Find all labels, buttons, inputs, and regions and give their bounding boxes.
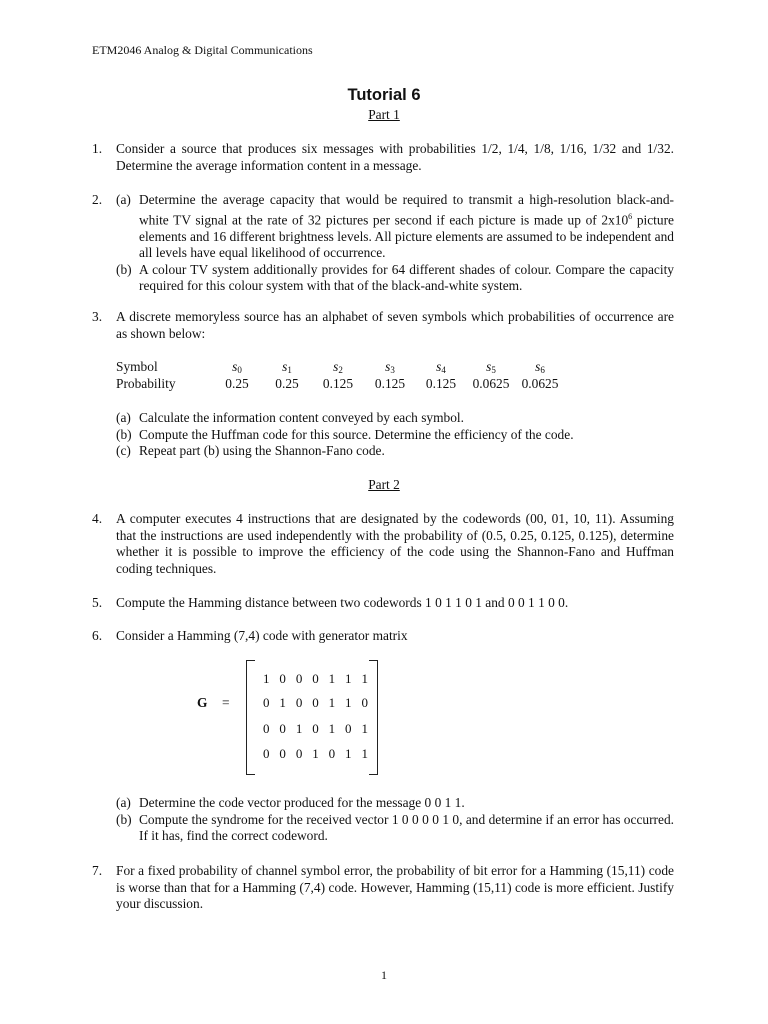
- matrix-row: 0 1 0 0 1 1 0: [263, 695, 368, 710]
- question-6: [92, 628, 674, 645]
- question-part-a: (a) Determine the code vector produced for the message 0 0 1 1.: [116, 795, 465, 810]
- part-text-end: picture elements and 16 different brightness levels. All picture elements are assumed to be independent and all levels have equal likelihood of occurrence.: [139, 212, 674, 261]
- probability-cell: 0.125: [374, 376, 406, 391]
- probability-cell: 0.0625: [521, 376, 559, 391]
- exponent: 6: [628, 211, 633, 221]
- page-header: ETM2046 Analog & Digital Communications: [92, 43, 313, 57]
- symbol-cell: $s_4$: [436, 359, 446, 375]
- question-text: A discrete memoryless source has an alphabet of seven symbols which probabilities of occurrence are as shown below:: [116, 309, 674, 341]
- symbol-cell: $s_1$: [282, 359, 292, 375]
- question-number: 3.: [92, 309, 103, 324]
- question-part-b: (b) Compute the Huffman code for this source. Determine the efficiency of the code.: [116, 426, 574, 442]
- matrix-row: 0 0 0 1 0 1 1: [263, 746, 368, 761]
- question-part-a: (a) Calculate the information content conveyed by each symbol.: [116, 410, 464, 425]
- matrix-row: 1 0 0 0 1 1 1: [263, 671, 368, 686]
- part-2-heading: Part 2: [368, 477, 400, 492]
- symbol-cell: $s_3$: [385, 359, 395, 375]
- symbol-cell: $s_5$: [486, 359, 496, 375]
- question-text: Consider a Hamming (7,4) code with generator matrix: [116, 628, 408, 643]
- part-text: A colour TV system additionally provides for 64 different shades of colour. Compare the capacity required for this colour system with that of the black-and-white system.: [139, 261, 674, 294]
- equals-sign: =: [222, 695, 230, 710]
- question-4: [92, 511, 674, 577]
- matrix-label: G: [197, 695, 208, 710]
- question-text: A computer executes 4 instructions that are designated by the codewords (00, 01, 10, 11). Assuming that the instructions are used independently with the probability of (0.5, 0.25, 0.125, 0.125), determine whether it is possible to improve the efficiency of the code using the Shannon-Fano and Huffman coding techniques.: [116, 511, 674, 576]
- part-label: (b): [116, 261, 132, 277]
- question-part-a: [116, 192, 674, 262]
- symbol-cell: $s_6$: [535, 359, 545, 375]
- symbol-cell: $s_0$: [232, 359, 242, 375]
- question-number: 7.: [92, 863, 103, 878]
- probability-cell: 0.125: [322, 376, 354, 391]
- probability-cell: 0.25: [275, 376, 299, 391]
- part-text-start: Determine the average capacity that would be required to transmit a high-resolution black-and-white TV signal at the rate of 32 pictures per second if each picture is made up of 2x10: [139, 192, 674, 228]
- probability-table: [116, 359, 586, 393]
- question-part-b: [116, 262, 674, 295]
- question-part-b: (b) Compute the syndrome for the received vector 1 0 0 0 0 1 0, and determine if an error has occurred. If it has, find the correct codeword.: [116, 811, 674, 844]
- question-1: [92, 141, 674, 174]
- right-bracket: [369, 660, 378, 775]
- question-5: [92, 595, 674, 612]
- probability-row: [116, 376, 586, 393]
- probability-cell: 0.25: [225, 376, 249, 391]
- question-number: 5.: [92, 595, 103, 610]
- probability-header: Probability: [116, 376, 176, 391]
- question-number: 4.: [92, 511, 103, 526]
- question-3: [92, 309, 674, 342]
- question-number: 6.: [92, 628, 103, 643]
- question-part-c: (c) Repeat part (b) using the Shannon-Fano code.: [116, 443, 385, 459]
- question-text: Compute the Hamming distance between two codewords 1 0 1 1 0 1 and 0 0 1 1 0 0.: [116, 595, 569, 610]
- symbol-cell: $s_2$: [333, 359, 343, 375]
- symbol-header: Symbol: [116, 359, 158, 374]
- question-2: [92, 192, 674, 295]
- question-text: Consider a source that produces six messages with probabilities 1/2, 1/4, 1/8, 1/16, 1/32 and 1/32. Determine the average information content in a message.: [116, 141, 674, 173]
- symbol-row: [116, 359, 586, 376]
- part-1-heading: Part 1: [368, 107, 400, 122]
- left-bracket: [246, 660, 255, 775]
- part-label: (a): [116, 192, 131, 207]
- matrix-row: 0 0 1 0 1 0 1: [263, 721, 368, 736]
- page-number: 1: [381, 968, 387, 982]
- page-title: Tutorial 6: [347, 86, 421, 104]
- question-7: [92, 863, 674, 913]
- probability-cell: 0.125: [425, 376, 457, 391]
- probability-cell: 0.0625: [472, 376, 510, 391]
- question-number: 1.: [92, 141, 103, 156]
- question-number: 2.: [92, 192, 103, 207]
- question-6-parts: [92, 795, 674, 845]
- question-text: For a fixed probability of channel symbol error, the probability of bit error for a Hamming (15,11) code is worse than that for a Hamming (7,4) code. However, Hamming (15,11) code is more efficient. Justify your discussion.: [116, 863, 674, 912]
- question-3-parts: [92, 410, 674, 460]
